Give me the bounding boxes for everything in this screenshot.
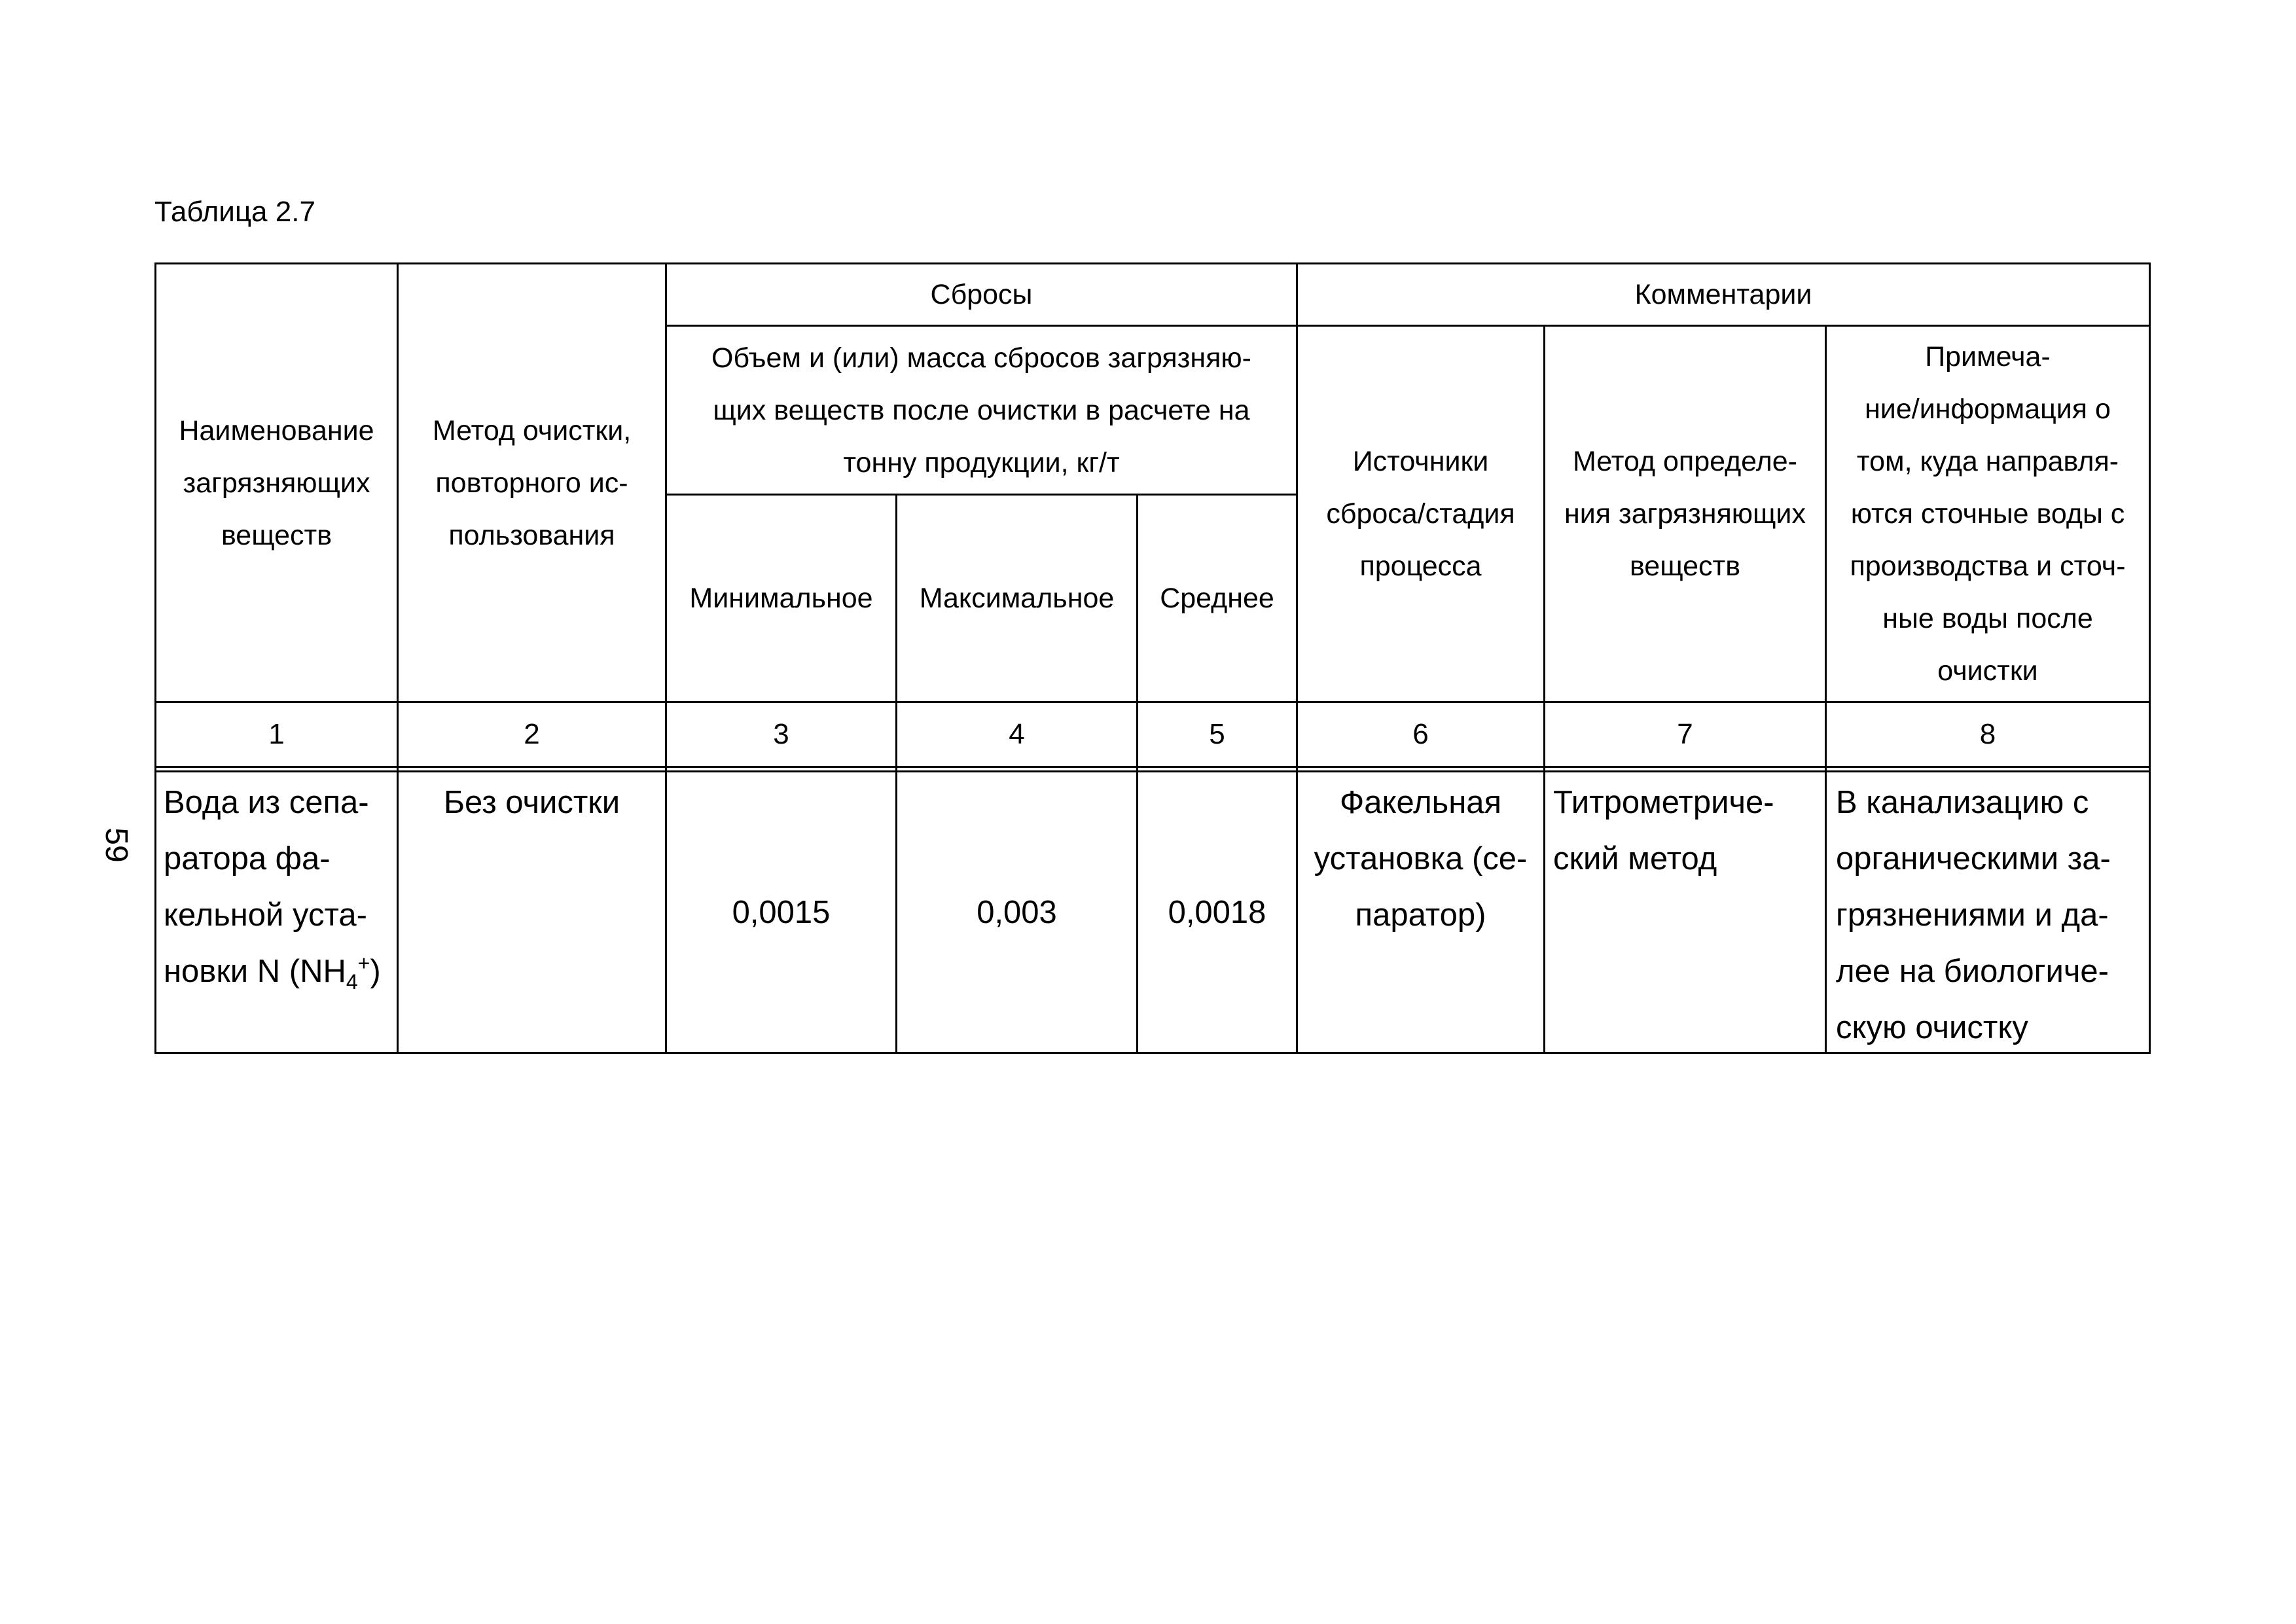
header-col8-line: Примеча-	[1925, 341, 2051, 372]
row-substance	[164, 774, 397, 1052]
row-treatment: Без очистки	[443, 785, 620, 820]
table-border-bottom	[154, 1052, 2151, 1054]
column-number: 7	[1677, 718, 1693, 750]
header-col8-line: ные воды после	[1882, 603, 2093, 634]
source-line: Факельная	[1339, 785, 1502, 820]
header-discharges-group: Сбросы	[930, 279, 1033, 310]
note-line: В канализацию с	[1836, 785, 2089, 820]
row-max-value: 0,003	[977, 894, 1057, 930]
header-col7-line: веществ	[1629, 550, 1741, 582]
header-col8-line: производства и сточ-	[1850, 550, 2126, 582]
note-line: органическими за-	[1836, 841, 2111, 876]
header-col7	[1545, 327, 1825, 701]
header-volume-line: Объем и (или) масса сбросов загрязняю-	[711, 342, 1251, 374]
source-line: паратор)	[1355, 897, 1486, 933]
column-number: 3	[773, 718, 789, 750]
header-col7-line: ния загрязняющих	[1564, 498, 1806, 530]
header-col2-line: повторного ис-	[435, 467, 628, 499]
note-line: скую очистку	[1836, 1010, 2028, 1045]
column-number: 5	[1209, 718, 1225, 750]
substance-line: ратора фа-	[164, 841, 331, 876]
method-line: Титрометриче-	[1553, 785, 1774, 820]
row-note	[1836, 774, 2149, 1052]
method-line: ский метод	[1553, 841, 1717, 876]
source-line: установка (се-	[1314, 841, 1528, 876]
header-volume-line: щих веществ после очистки в расчете на	[713, 394, 1250, 426]
header-col1-line: веществ	[221, 519, 332, 551]
header-col1-line: загрязняющих	[183, 467, 370, 499]
table-border-right	[2149, 262, 2151, 1054]
column-number: 8	[1979, 718, 1996, 750]
header-col6-line: процесса	[1359, 550, 1482, 582]
formula-subscript: 4	[346, 969, 358, 994]
column-number: 6	[1412, 718, 1429, 750]
header-col1-line: Наименование	[179, 414, 374, 446]
data-table	[154, 262, 2151, 1054]
header-col8	[1827, 327, 2149, 701]
header-col7-line: Метод определе-	[1573, 446, 1797, 477]
column-number: 2	[524, 718, 540, 750]
header-comments-group: Комментарии	[1634, 279, 1812, 310]
column-number: 4	[1009, 718, 1025, 750]
header-volume-line: тонну продукции, кг/т	[843, 446, 1120, 478]
header-col8-line: ются сточные воды с	[1850, 498, 2125, 530]
row-avg-value: 0,0018	[1168, 894, 1266, 930]
header-col8-line: очистки	[1937, 655, 2038, 687]
header-col8-line: ние/информация о	[1865, 393, 2111, 425]
column-number: 1	[268, 718, 285, 750]
substance-line: кельной уста-	[164, 897, 367, 933]
row-source	[1298, 774, 1543, 1052]
substance-formula-line: новки N $(NH_4^+)$	[164, 951, 381, 994]
page-number: 59	[99, 827, 134, 863]
header-col6-line: Источники	[1352, 446, 1489, 477]
header-col8-line: том, куда направля-	[1856, 446, 2119, 477]
table-line-number-row-bottom	[154, 766, 2151, 768]
note-line: лее на биологиче-	[1836, 954, 2109, 989]
row-method	[1553, 774, 1825, 1052]
header-col2-line: пользования	[448, 519, 615, 551]
header-col6	[1298, 327, 1543, 701]
header-col2-line: Метод очистки,	[432, 414, 632, 446]
header-col2	[399, 264, 665, 701]
formula-superscript: +	[357, 951, 370, 975]
header-max: Максимальное	[919, 583, 1115, 614]
header-avg: Среднее	[1160, 583, 1274, 614]
note-line: грязнениями и да-	[1836, 897, 2109, 933]
header-min: Минимальное	[689, 583, 873, 614]
header-col6-line: сброса/стадия	[1326, 498, 1515, 530]
table-caption: Таблица 2.7	[154, 196, 315, 228]
header-col1	[156, 264, 397, 701]
row-min-value: 0,0015	[732, 894, 831, 930]
substance-line: Вода из сепа-	[164, 785, 369, 820]
header-volume-subgroup	[667, 327, 1296, 494]
